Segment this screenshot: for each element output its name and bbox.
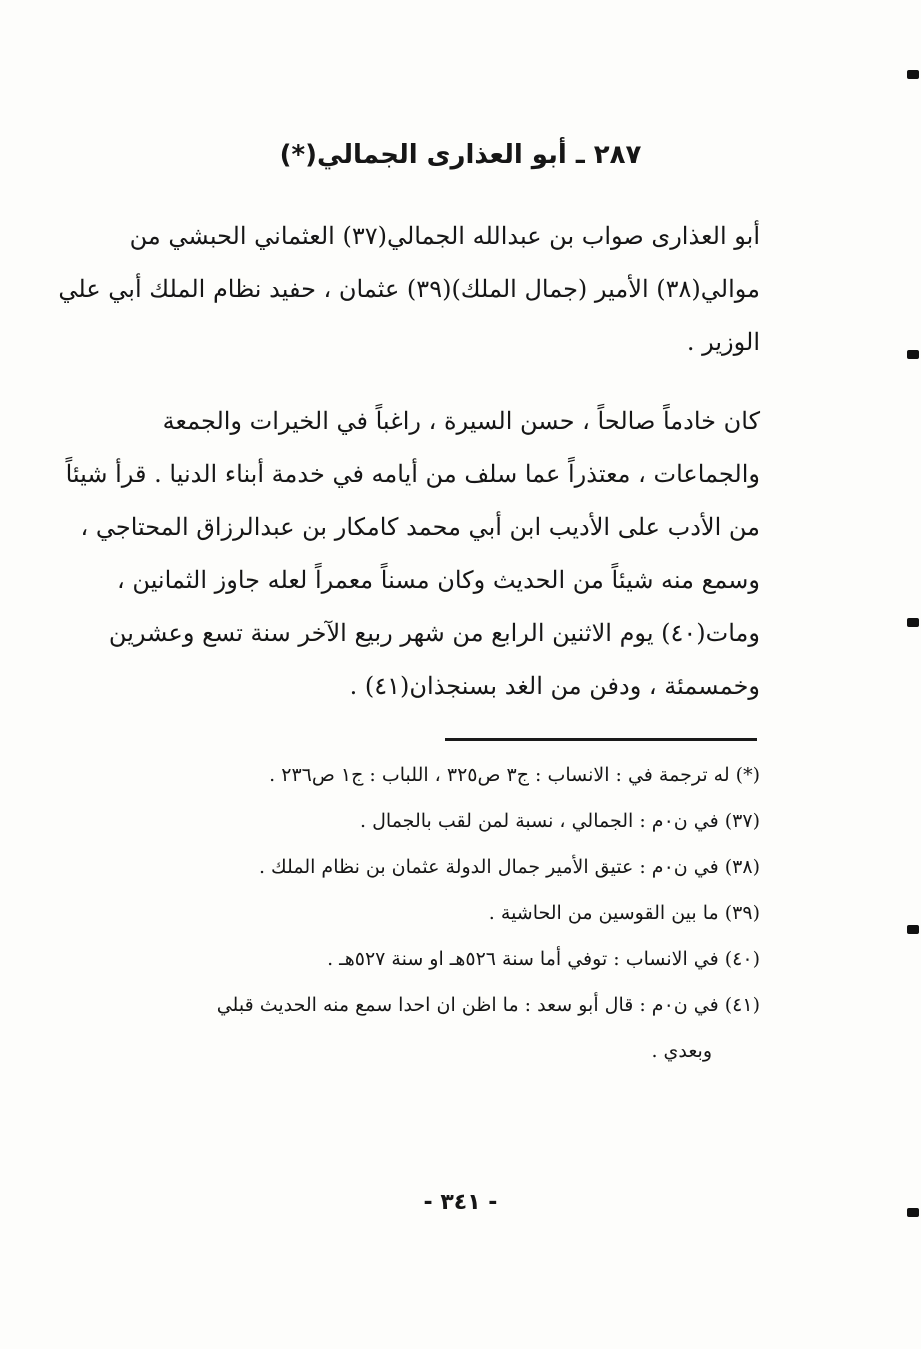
text-line: كان خادماً صالحاً ، حسن السيرة ، راغباً في الخيرات والجمعة <box>162 407 760 435</box>
scan-edge-mark <box>907 925 919 934</box>
scan-edge-mark <box>907 618 919 627</box>
scan-edge-mark <box>907 70 919 79</box>
paragraph-biography-body <box>65 395 760 713</box>
footnotes <box>120 752 760 1074</box>
paragraph-biography-intro <box>58 210 760 369</box>
footnote: (٤٠) في الانساب : توفي أما سنة ٥٢٦هـ او سنة ٥٢٧هـ . <box>327 948 760 970</box>
scan-edge-mark <box>907 350 919 359</box>
footnote-separator <box>445 738 757 741</box>
page-number: - ٣٤١ - <box>423 1190 498 1215</box>
text-line: وخمسمئة ، ودفن من الغد بسنجذان(٤١) . <box>349 672 760 700</box>
entry-title: ٢٨٧ ـ أبو العذارى الجمالي(*) <box>279 140 642 170</box>
text-line: وسمع منه شيئاً من الحديث وكان مسناً معمراً لعله جاوز الثمانين ، <box>117 566 760 594</box>
text-line: ومات(٤٠) يوم الاثنين الرابع من شهر ربيع الآخر سنة تسع وعشرين <box>108 619 760 647</box>
scan-edge-mark <box>907 1208 919 1217</box>
footnote: (٣٨) في ن٠م : عتيق الأمير جمال الدولة عثمان بن نظام الملك . <box>258 856 760 878</box>
footnote-continuation: وبعدي . <box>651 1040 712 1062</box>
footnote: (٣٧) في ن٠م : الجمالي ، نسبة لمن لقب بالجمال . <box>360 810 760 832</box>
footnote: (٣٩) ما بين القوسين من الحاشية . <box>488 902 760 924</box>
footnote: (*) له ترجمة في : الانساب : ج٣ ص٣٢٥ ، اللباب : ج١ ص٢٣٦ . <box>269 764 760 786</box>
text-line: من الأدب على الأديب ابن أبي محمد كامكار بن عبدالرزاق المحتاجي ، <box>80 513 760 541</box>
footnote: (٤١) في ن٠م : قال أبو سعد : ما اظن ان احدا سمع منه الحديث قبلي <box>216 994 760 1016</box>
text-line: موالي(٣٨) الأمير (جمال الملك)(٣٩) عثمان ، حفيد نظام الملك أبي علي <box>58 275 760 303</box>
text-line: الوزير . <box>686 328 760 356</box>
text-line: أبو العذارى صواب بن عبدالله الجمالي(٣٧) العثماني الحبشي من <box>129 222 760 250</box>
text-line: والجماعات ، معتذراً عما سلف من أيامه في خدمة أبناء الدنيا . قرأ شيئاً <box>65 460 760 488</box>
